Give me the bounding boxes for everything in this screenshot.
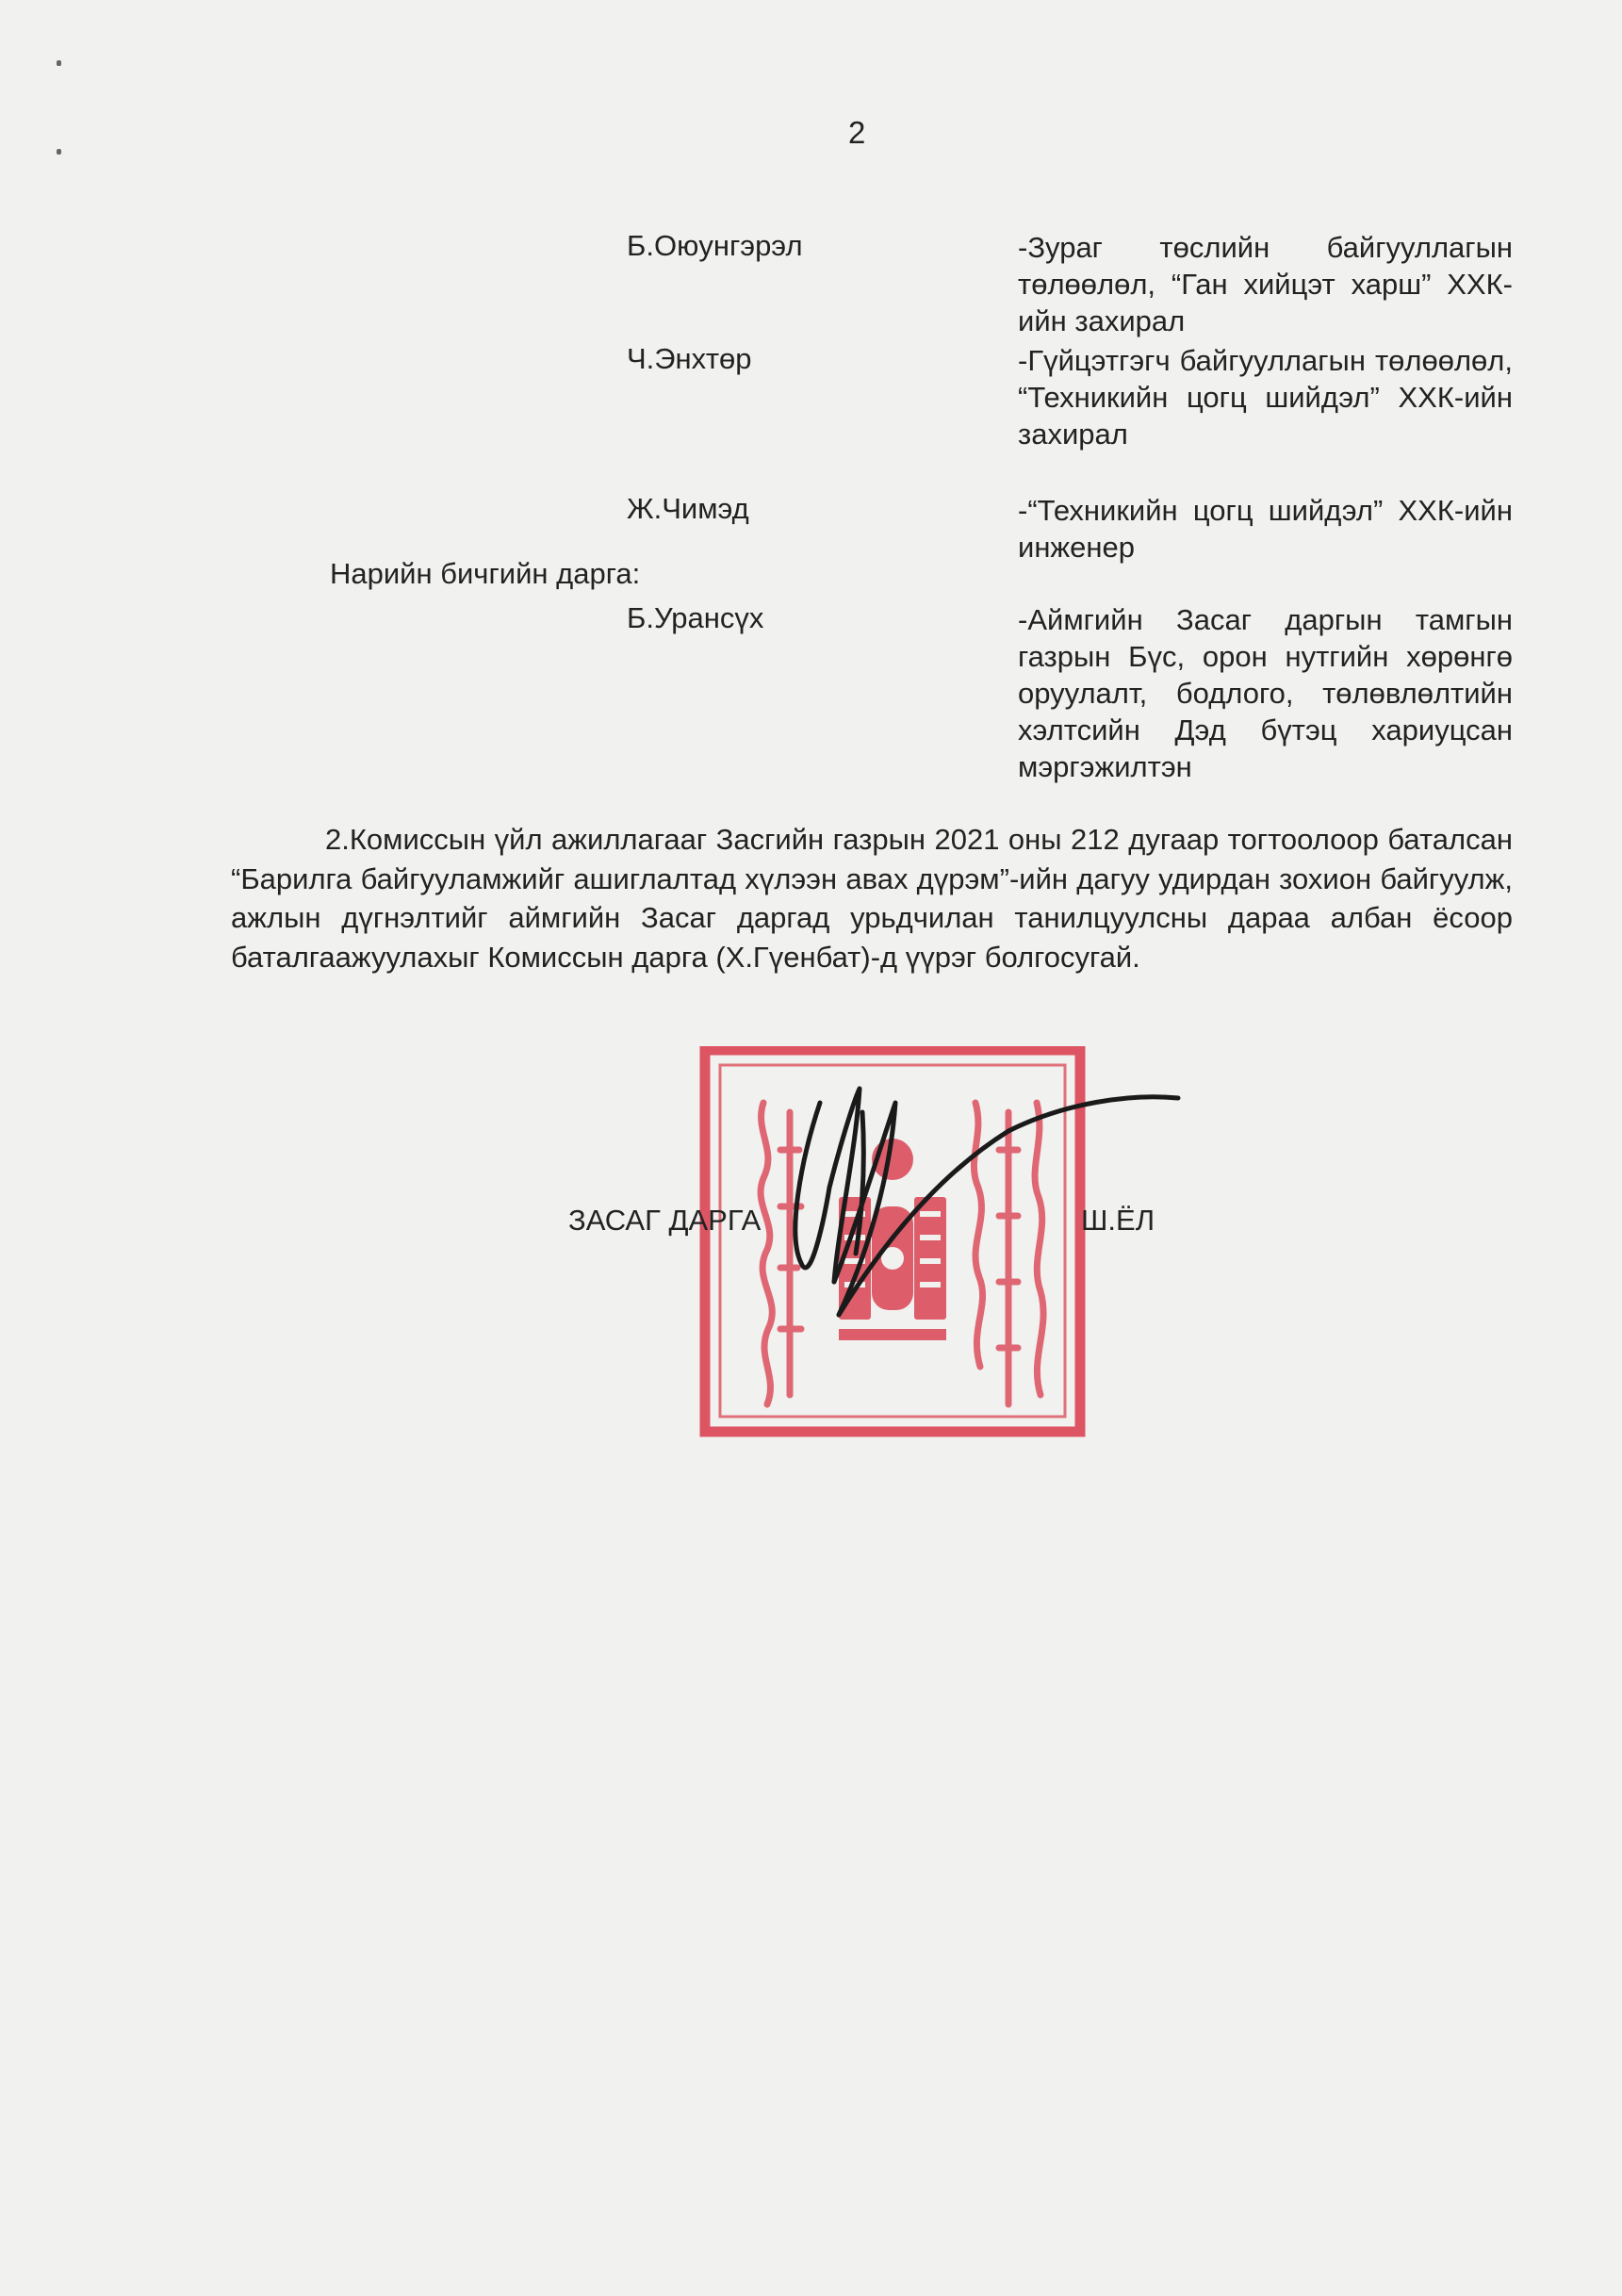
member-name: Ч.Энхтөр bbox=[627, 342, 752, 375]
signature-name: Ш.ЁЛ bbox=[1081, 1204, 1155, 1237]
member-role: -Гүйцэтгэгч байгууллагын төлөөлөл, “Техникийн цогц шийдэл” ХХК-ийн захирал bbox=[1018, 344, 1513, 451]
scan-speck bbox=[57, 60, 61, 66]
signature-title: ЗАСАГ ДАРГА bbox=[568, 1204, 762, 1237]
scan-speck bbox=[57, 149, 61, 155]
member-name: Б.Оюунгэрэл bbox=[627, 229, 803, 262]
secretary-name: Б.Урансүх bbox=[627, 601, 764, 634]
secretary-heading: Нарийн бичгийн дарга: bbox=[330, 557, 641, 590]
handwritten-signature bbox=[697, 1046, 1188, 1442]
resolution-paragraph: 2.Комиссын үйл ажиллагааг Засгийн газрын 2021 оны 212 дугаар тогтоолоор баталсан “Барилга байгууламжийг ашиглалтад хүлээн авах дүрэм”-ийн дагуу удирдан зохион байгуулж, ажлын дүгнэлтийг аймгийн Засаг даргад урьдчилан танилцуулсны дараа албан ёсоор баталгаажуулахыг Комиссын дарга (Х.Гүенбат)-д үүрэг болгосугай. bbox=[231, 823, 1513, 974]
member-name: Ж.Чимэд bbox=[627, 492, 749, 525]
secretary-role: -Аймгийн Засаг даргын тамгын газрын Бүс, орон нутгийн хөрөнгө оруулалт, бодлого, төлөвлөлтийн хэлтсийн Дэд бүтэц хариуцсан мэргэжилтэн bbox=[1018, 603, 1513, 783]
member-role: -“Техникийн цогц шийдэл” ХХК-ийн инженер bbox=[1018, 494, 1513, 564]
member-role: -Зураг төслийн байгууллагын төлөөлөл, “Ган хийцэт харш” ХХК-ийн захирал bbox=[1018, 231, 1513, 337]
seal-and-signature bbox=[697, 1046, 1188, 1442]
page-number: 2 bbox=[848, 115, 866, 150]
